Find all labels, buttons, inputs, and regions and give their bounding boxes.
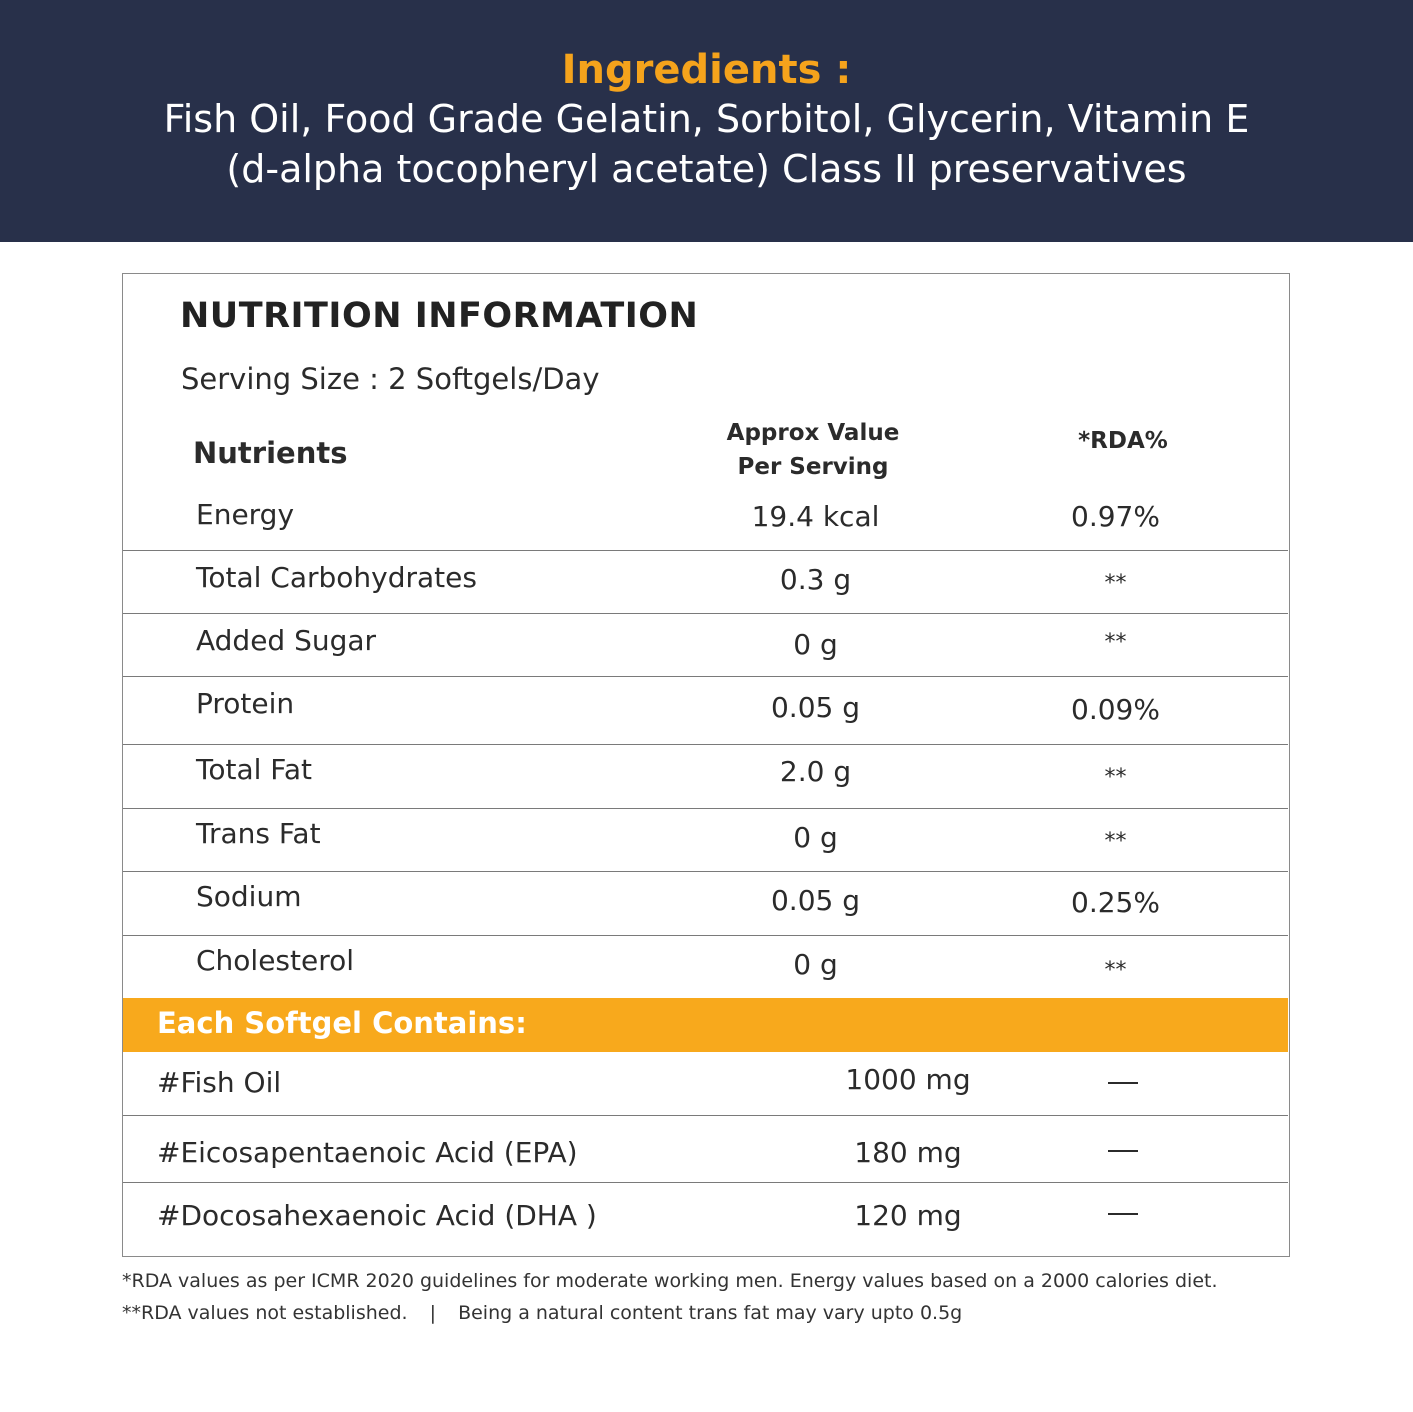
- nutrient-row-protein: [123, 677, 1288, 745]
- nutrient-rda: 0.97%: [1071, 500, 1160, 533]
- nutrition-heading: NUTRITION INFORMATION: [180, 296, 699, 336]
- footnote-trans-fat: Being a natural content trans fat may vary upto 0.5g: [458, 1302, 963, 1324]
- column-header-rda: *RDA%: [1078, 428, 1168, 454]
- nutrient-rda: 0.09%: [1071, 693, 1160, 726]
- column-header-approx-value: [683, 416, 943, 484]
- column-header-nutrients: Nutrients: [193, 436, 348, 470]
- nutrient-name: Total Fat: [196, 753, 312, 786]
- softgel-name: #Eicosapentaenoic Acid (EPA): [157, 1136, 578, 1169]
- nutrient-rda: **: [1104, 571, 1127, 596]
- nutrient-value: 19.4 kcal: [751, 500, 880, 533]
- softgel-row-fish-oil: [123, 1052, 1288, 1116]
- nutrient-value: 0 g: [793, 821, 838, 854]
- ingredients-line-2: (d-alpha tocopheryl acetate) Class II preservatives: [226, 147, 1187, 191]
- nutrient-name: Protein: [196, 687, 295, 720]
- softgel-value: 180 mg: [854, 1136, 962, 1169]
- dash-icon: [1108, 1082, 1138, 1084]
- nutrient-value: 0.05 g: [770, 691, 861, 724]
- dash-icon: [1108, 1150, 1138, 1152]
- nutrient-rda: **: [1104, 829, 1127, 854]
- softgel-value: 120 mg: [854, 1199, 962, 1232]
- nutrient-name: Cholesterol: [196, 944, 355, 977]
- nutrient-row-carbohydrates: [123, 551, 1288, 614]
- softgel-row-epa: [123, 1116, 1288, 1183]
- ingredients-title: Ingredients :: [561, 47, 852, 93]
- nutrient-value: 0 g: [793, 948, 838, 981]
- nutrient-name: Sodium: [196, 880, 302, 913]
- nutrient-name: Energy: [196, 498, 295, 531]
- ingredients-banner: [0, 0, 1413, 242]
- nutrient-value: 0 g: [793, 628, 838, 661]
- softgel-contains-header: [123, 998, 1288, 1052]
- nutrient-row-sodium: [123, 872, 1288, 936]
- serving-size: Serving Size : 2 Softgels/Day: [181, 362, 600, 396]
- footnote-separator: |: [429, 1302, 437, 1324]
- nutrient-row-total-fat: [123, 745, 1288, 809]
- nutrient-name: Total Carbohydrates: [196, 561, 477, 594]
- softgel-contains-label: Each Softgel Contains:: [157, 1006, 527, 1040]
- approx-header-line-1: Approx Value: [726, 420, 900, 446]
- nutrient-name: Trans Fat: [196, 817, 321, 850]
- softgel-row-dha: [123, 1183, 1288, 1256]
- nutrient-name: Added Sugar: [196, 624, 377, 657]
- nutrient-rda: **: [1104, 765, 1127, 790]
- softgel-name: #Fish Oil: [157, 1066, 282, 1099]
- approx-header-line-2: Per Serving: [737, 454, 889, 480]
- nutrient-value: 2.0 g: [779, 755, 852, 788]
- footnote-rda-not-established: **RDA values not established.: [122, 1302, 408, 1324]
- nutrient-row-added-sugar: [123, 614, 1288, 677]
- footnote-rda: *RDA values as per ICMR 2020 guidelines for moderate working men. Energy values based on a 2000 calories diet.: [122, 1270, 1218, 1292]
- softgel-name: #Docosahexaenoic Acid (DHA ): [157, 1199, 597, 1232]
- ingredients-line-1: Fish Oil, Food Grade Gelatin, Sorbitol, Glycerin, Vitamin E: [163, 97, 1250, 141]
- nutrient-row-energy: [123, 484, 1288, 551]
- nutrient-value: 0.05 g: [770, 884, 861, 917]
- softgel-value: 1000 mg: [845, 1063, 971, 1096]
- nutrient-rda: **: [1104, 958, 1127, 983]
- nutrition-panel: [122, 273, 1290, 1257]
- dash-icon: [1108, 1213, 1138, 1215]
- nutrient-rda: **: [1104, 630, 1127, 655]
- nutrient-value: 0.3 g: [779, 563, 852, 596]
- footnote-not-established: [122, 1302, 962, 1324]
- nutrient-row-cholesterol: [123, 936, 1288, 998]
- nutrient-row-trans-fat: [123, 809, 1288, 872]
- nutrient-rda: 0.25%: [1071, 886, 1160, 919]
